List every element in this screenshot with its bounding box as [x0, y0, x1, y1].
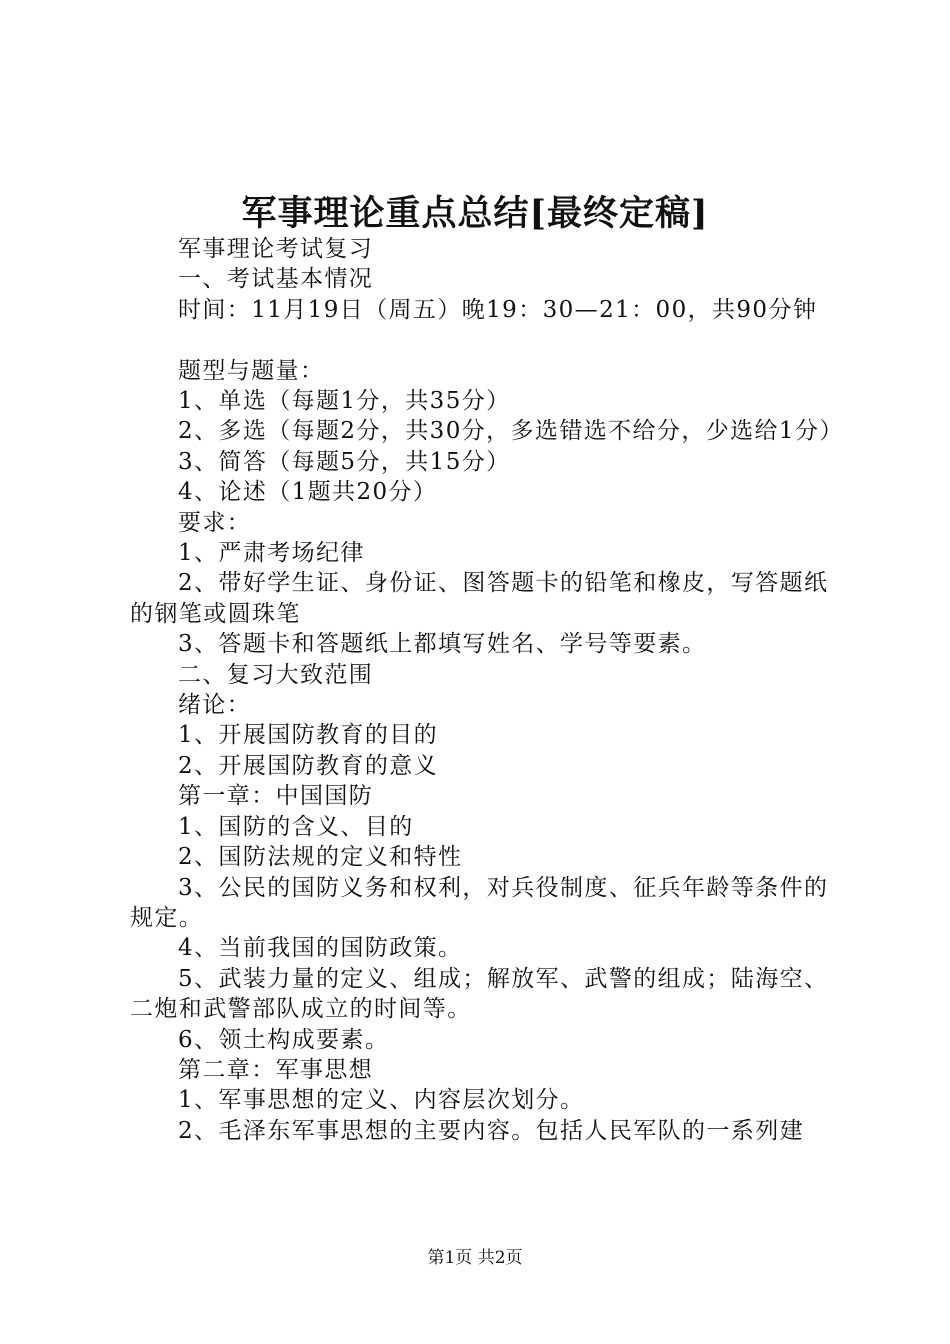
list-item: 2、带好学生证、身份证、图答题卡的铅笔和橡皮，写答题纸的钢笔或圆珠笔 [130, 570, 829, 627]
list-item: 1、单选（每题1分，共35分） [178, 388, 511, 415]
list-item: 2、多选（每题2分，共30分，多选错选不给分，少选给1分） [178, 418, 844, 445]
list-item: 4、当前我国的国防政策。 [178, 935, 463, 962]
list-item: 2、毛泽东军事思想的主要内容。包括人民军队的一系列建 [178, 1117, 805, 1144]
chapter-heading: 第二章：军事思想 [178, 1056, 374, 1083]
list-item: 1、国防的含义、目的 [178, 813, 414, 840]
list-item: 4、论述（1题共20分） [178, 479, 438, 506]
document-title: 军事理论重点总结[最终定稿] [241, 193, 709, 234]
paragraph: 绪论： [178, 692, 252, 719]
paragraph: 题型与题量： [178, 357, 325, 384]
list-item: 6、领土构成要素。 [178, 1026, 390, 1053]
list-item: 3、公民的国防义务和权利，对兵役制度、征兵年龄等条件的规定。 [130, 874, 829, 931]
list-item: 1、军事思想的定义、内容层次划分。 [178, 1087, 585, 1114]
list-item: 2、开展国防教育的意义 [178, 752, 439, 779]
paragraph: 军事理论考试复习 [178, 236, 374, 262]
page-footer: 第1页 共2页 [427, 1248, 523, 1268]
list-item: 1、严肃考场纪律 [178, 540, 365, 567]
list-item: 1、开展国防教育的目的 [178, 722, 439, 749]
chapter-heading: 第一章：中国国防 [178, 783, 374, 810]
list-item: 3、答题卡和答题纸上都填写姓名、学号等要素。 [178, 631, 707, 658]
paragraph: 要求： [178, 509, 252, 536]
list-item: 2、国防法规的定义和特性 [178, 844, 463, 871]
section-heading: 二、复习大致范围 [178, 661, 374, 688]
section-heading: 一、考试基本情况 [178, 266, 374, 293]
list-item: 3、简答（每题5分，共15分） [178, 448, 511, 475]
blank-line [130, 325, 850, 355]
paragraph: 时间：11月19日（周五）晚19：30—21：00，共90分钟 [178, 296, 818, 323]
document-body [130, 234, 850, 1146]
list-item: 5、武装力量的定义、组成；解放军、武警的组成；陆海空、二炮和武警部队成立的时间等。 [130, 965, 829, 1023]
